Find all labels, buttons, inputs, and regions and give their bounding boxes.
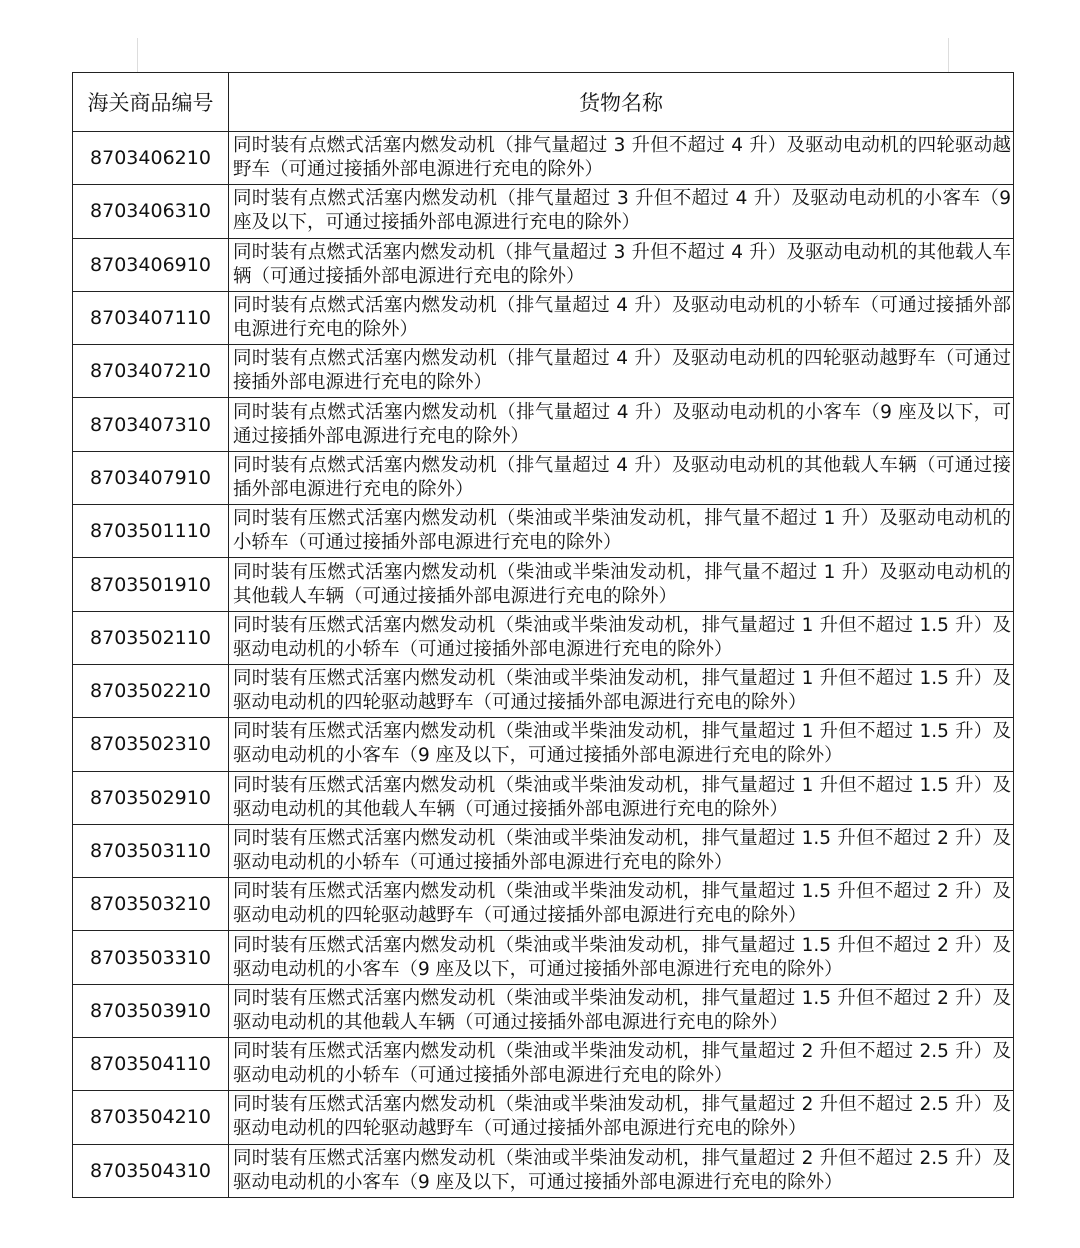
customs-code-cell: 8703502310 — [73, 718, 229, 771]
goods-name-cell: 同时装有压燃式活塞内燃发动机（柴油或半柴油发动机，排气量超过 1.5 升但不超过 2 升）及驱动电动机的其他载人车辆（可通过接插外部电源进行充电的除外） — [229, 984, 1014, 1037]
table-row — [73, 291, 1014, 344]
table-row — [73, 824, 1014, 877]
goods-name-cell: 同时装有压燃式活塞内燃发动机（柴油或半柴油发动机，排气量超过 1.5 升但不超过 2 升）及驱动电动机的小轿车（可通过接插外部电源进行充电的除外） — [229, 824, 1014, 877]
goods-name-cell: 同时装有压燃式活塞内燃发动机（柴油或半柴油发动机，排气量超过 1 升但不超过 1.5 升）及驱动电动机的小轿车（可通过接插外部电源进行充电的除外） — [229, 611, 1014, 664]
page-margin-mark-left — [137, 38, 138, 72]
goods-name-cell: 同时装有压燃式活塞内燃发动机（柴油或半柴油发动机，排气量超过 1.5 升但不超过 2 升）及驱动电动机的四轮驱动越野车（可通过接插外部电源进行充电的除外） — [229, 878, 1014, 931]
page-margin-mark-right — [948, 38, 949, 72]
customs-code-cell: 8703406310 — [73, 185, 229, 238]
table-row — [73, 1144, 1014, 1197]
table-row — [73, 771, 1014, 824]
table-row — [73, 505, 1014, 558]
goods-name-cell: 同时装有压燃式活塞内燃发动机（柴油或半柴油发动机，排气量超过 1 升但不超过 1.5 升）及驱动电动机的小客车（9 座及以下，可通过接插外部电源进行充电的除外） — [229, 718, 1014, 771]
goods-name-cell: 同时装有压燃式活塞内燃发动机（柴油或半柴油发动机，排气量不超过 1 升）及驱动电动机的其他载人车辆（可通过接插外部电源进行充电的除外） — [229, 558, 1014, 611]
header-customs-code: 海关商品编号 — [73, 73, 229, 132]
table-row — [73, 185, 1014, 238]
customs-code-cell: 8703502210 — [73, 664, 229, 717]
goods-name-cell: 同时装有点燃式活塞内燃发动机（排气量超过 4 升）及驱动电动机的小客车（9 座及以下，可通过接插外部电源进行充电的除外） — [229, 398, 1014, 451]
customs-code-cell: 8703503310 — [73, 931, 229, 984]
table-row — [73, 1038, 1014, 1091]
customs-code-cell: 8703503910 — [73, 984, 229, 1037]
customs-code-cell: 8703407310 — [73, 398, 229, 451]
table-row — [73, 451, 1014, 504]
table-row — [73, 984, 1014, 1037]
table-row — [73, 664, 1014, 717]
customs-code-cell: 8703407210 — [73, 345, 229, 398]
customs-code-cell: 8703407910 — [73, 451, 229, 504]
goods-name-cell: 同时装有点燃式活塞内燃发动机（排气量超过 4 升）及驱动电动机的小轿车（可通过接插外部电源进行充电的除外） — [229, 291, 1014, 344]
table-row — [73, 1091, 1014, 1144]
table-row — [73, 878, 1014, 931]
customs-code-cell: 8703501910 — [73, 558, 229, 611]
customs-code-cell: 8703407110 — [73, 291, 229, 344]
customs-code-cell: 8703406910 — [73, 238, 229, 291]
table-row — [73, 611, 1014, 664]
goods-name-cell: 同时装有压燃式活塞内燃发动机（柴油或半柴油发动机，排气量超过 1 升但不超过 1.5 升）及驱动电动机的其他载人车辆（可通过接插外部电源进行充电的除外） — [229, 771, 1014, 824]
goods-name-cell: 同时装有压燃式活塞内燃发动机（柴油或半柴油发动机，排气量超过 2 升但不超过 2.5 升）及驱动电动机的小轿车（可通过接插外部电源进行充电的除外） — [229, 1038, 1014, 1091]
table-row — [73, 558, 1014, 611]
table-row — [73, 345, 1014, 398]
goods-name-cell: 同时装有点燃式活塞内燃发动机（排气量超过 4 升）及驱动电动机的其他载人车辆（可通过接插外部电源进行充电的除外） — [229, 451, 1014, 504]
customs-code-cell: 8703502110 — [73, 611, 229, 664]
customs-code-cell: 8703504210 — [73, 1091, 229, 1144]
goods-name-cell: 同时装有点燃式活塞内燃发动机（排气量超过 3 升但不超过 4 升）及驱动电动机的其他载人车辆（可通过接插外部电源进行充电的除外） — [229, 238, 1014, 291]
table-row — [73, 931, 1014, 984]
goods-name-cell: 同时装有压燃式活塞内燃发动机（柴油或半柴油发动机，排气量超过 2 升但不超过 2.5 升）及驱动电动机的小客车（9 座及以下，可通过接插外部电源进行充电的除外） — [229, 1144, 1014, 1197]
customs-code-cell: 8703503210 — [73, 878, 229, 931]
customs-code-cell: 8703501110 — [73, 505, 229, 558]
customs-code-cell: 8703406210 — [73, 132, 229, 185]
goods-name-cell: 同时装有点燃式活塞内燃发动机（排气量超过 3 升但不超过 4 升）及驱动电动机的小客车（9 座及以下，可通过接插外部电源进行充电的除外） — [229, 185, 1014, 238]
customs-code-cell: 8703502910 — [73, 771, 229, 824]
customs-code-cell: 8703503110 — [73, 824, 229, 877]
table-row — [73, 398, 1014, 451]
goods-name-cell: 同时装有压燃式活塞内燃发动机（柴油或半柴油发动机，排气量超过 1.5 升但不超过 2 升）及驱动电动机的小客车（9 座及以下，可通过接插外部电源进行充电的除外） — [229, 931, 1014, 984]
goods-name-cell: 同时装有压燃式活塞内燃发动机（柴油或半柴油发动机，排气量超过 1 升但不超过 1.5 升）及驱动电动机的四轮驱动越野车（可通过接插外部电源进行充电的除外） — [229, 664, 1014, 717]
goods-name-cell: 同时装有压燃式活塞内燃发动机（柴油或半柴油发动机，排气量不超过 1 升）及驱动电动机的小轿车（可通过接插外部电源进行充电的除外） — [229, 505, 1014, 558]
table-row — [73, 132, 1014, 185]
goods-name-cell: 同时装有点燃式活塞内燃发动机（排气量超过 4 升）及驱动电动机的四轮驱动越野车（可通过接插外部电源进行充电的除外） — [229, 345, 1014, 398]
goods-name-cell: 同时装有压燃式活塞内燃发动机（柴油或半柴油发动机，排气量超过 2 升但不超过 2.5 升）及驱动电动机的四轮驱动越野车（可通过接插外部电源进行充电的除外） — [229, 1091, 1014, 1144]
customs-code-cell: 8703504110 — [73, 1038, 229, 1091]
header-goods-name: 货物名称 — [229, 73, 1014, 132]
goods-name-cell: 同时装有点燃式活塞内燃发动机（排气量超过 3 升但不超过 4 升）及驱动电动机的四轮驱动越野车（可通过接插外部电源进行充电的除外） — [229, 132, 1014, 185]
customs-code-cell: 8703504310 — [73, 1144, 229, 1197]
table-row — [73, 238, 1014, 291]
table-header-row — [73, 73, 1014, 132]
table-row — [73, 718, 1014, 771]
customs-goods-table — [72, 72, 1014, 1198]
